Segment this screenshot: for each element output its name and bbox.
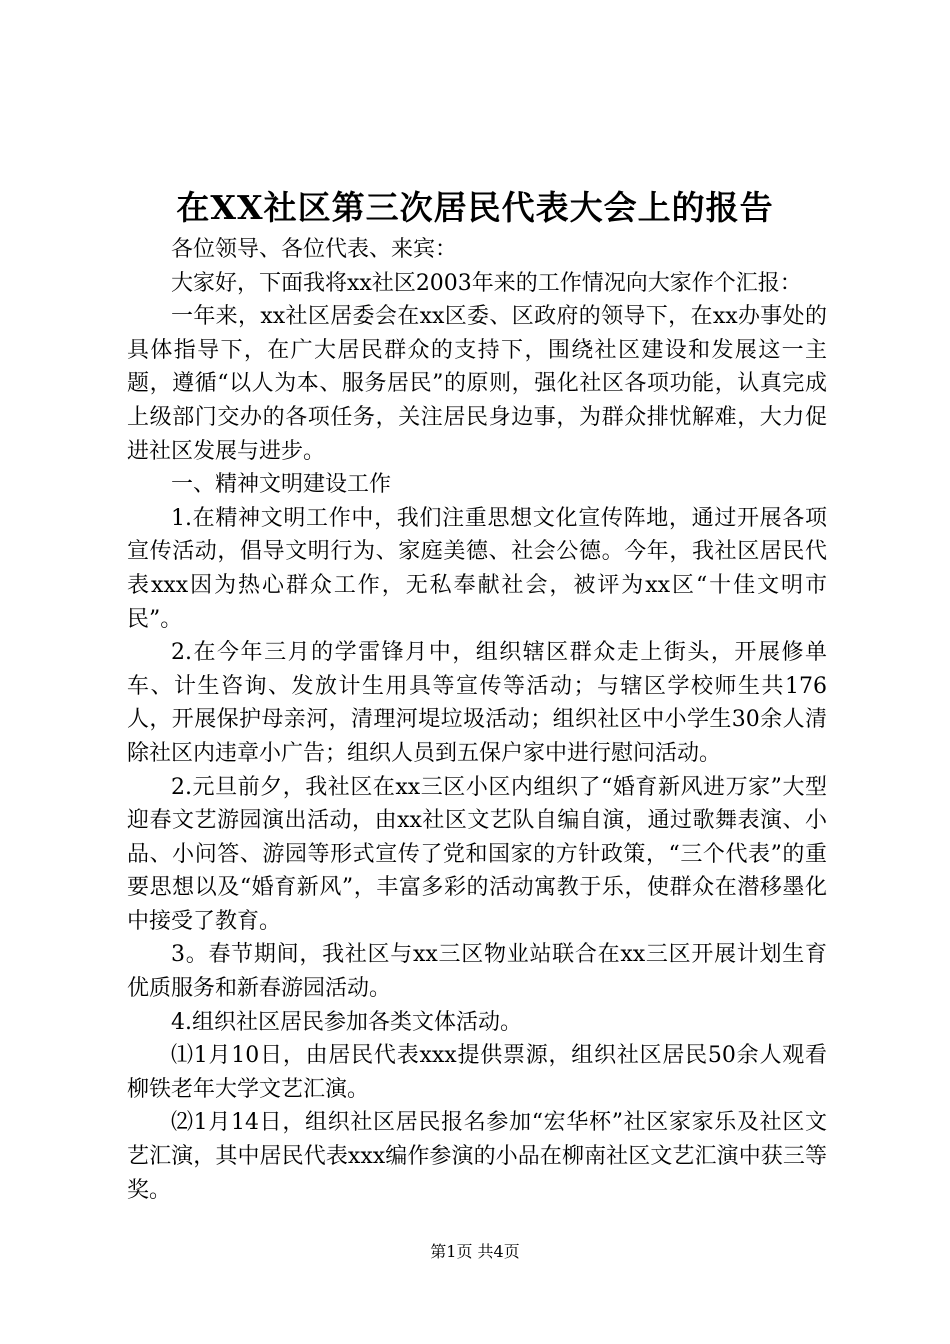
- body-paragraph: 2.在今年三月的学雷锋月中，组织辖区群众走上街头，开展修单车、计生咨询、发放计生用具等宣传等活动；与辖区学校师生共176人，开展保护母亲河，清理河堤垃圾活动；组织社区中小学生30余人清除社区内违章小广告；组织人员到五保户家中进行慰问活动。: [127, 640, 827, 766]
- body-paragraph: 4.组织社区居民参加各类文体活动。: [171, 1009, 522, 1035]
- body-paragraph: 3。春节期间，我社区与xx三区物业站联合在xx三区开展计划生育优质服务和新春游园活动。: [127, 942, 827, 1002]
- document-title: 在XX社区第三次居民代表大会上的报告: [176, 188, 774, 227]
- intro-paragraph: 大家好，下面我将xx社区2003年来的工作情况向大家作个汇报：: [171, 270, 802, 296]
- body-paragraph: 2.元旦前夕，我社区在xx三区小区内组织了“婚育新风进万家”大型迎春文艺游园演出活动，由xx社区文艺队自编自演，通过歌舞表演、小品、小问答、游园等形式宣传了党和国家的方针政策，“三个代表”的重要思想以及“婚育新风”，丰富多彩的活动寓教于乐，使群众在潜移墨化中接受了教育。: [127, 774, 827, 934]
- body-paragraph: 1.在精神文明工作中，我们注重思想文化宣传阵地，通过开展各项宣传活动，倡导文明行为、家庭美德、社会公德。今年，我社区居民代表xxx因为热心群众工作，无私奉献社会，被评为xx区“十佳文明市民”。: [127, 505, 827, 632]
- document-body: [127, 233, 827, 1207]
- list-item-paragraph: ⑵1月14日，组织社区居民报名参加“宏华杯”社区家家乐及社区文艺汇演，其中居民代表xxx编作参演的小品在柳南社区文艺汇演中获三等奖。: [127, 1110, 827, 1203]
- list-item-paragraph: ⑴1月10日，由居民代表xxx提供票源，组织社区居民50余人观看柳铁老年大学文艺汇演。: [127, 1043, 827, 1102]
- section-heading: 一、精神文明建设工作: [171, 472, 392, 498]
- salutation-paragraph: 各位领导、各位代表、来宾：: [171, 237, 458, 262]
- page-number-footer: 第1页 共4页: [430, 1242, 520, 1261]
- overview-paragraph: 一年来，xx社区居委会在xx区委、区政府的领导下，在xx办事处的具体指导下，在广大居民群众的支持下，围绕社区建设和发展这一主题，遵循“以人为本、服务居民”的原则，强化社区各项功能，认真完成上级部门交办的各项任务，关注居民身边事，为群众排忧解难，大力促进社区发展与进步。: [127, 304, 827, 464]
